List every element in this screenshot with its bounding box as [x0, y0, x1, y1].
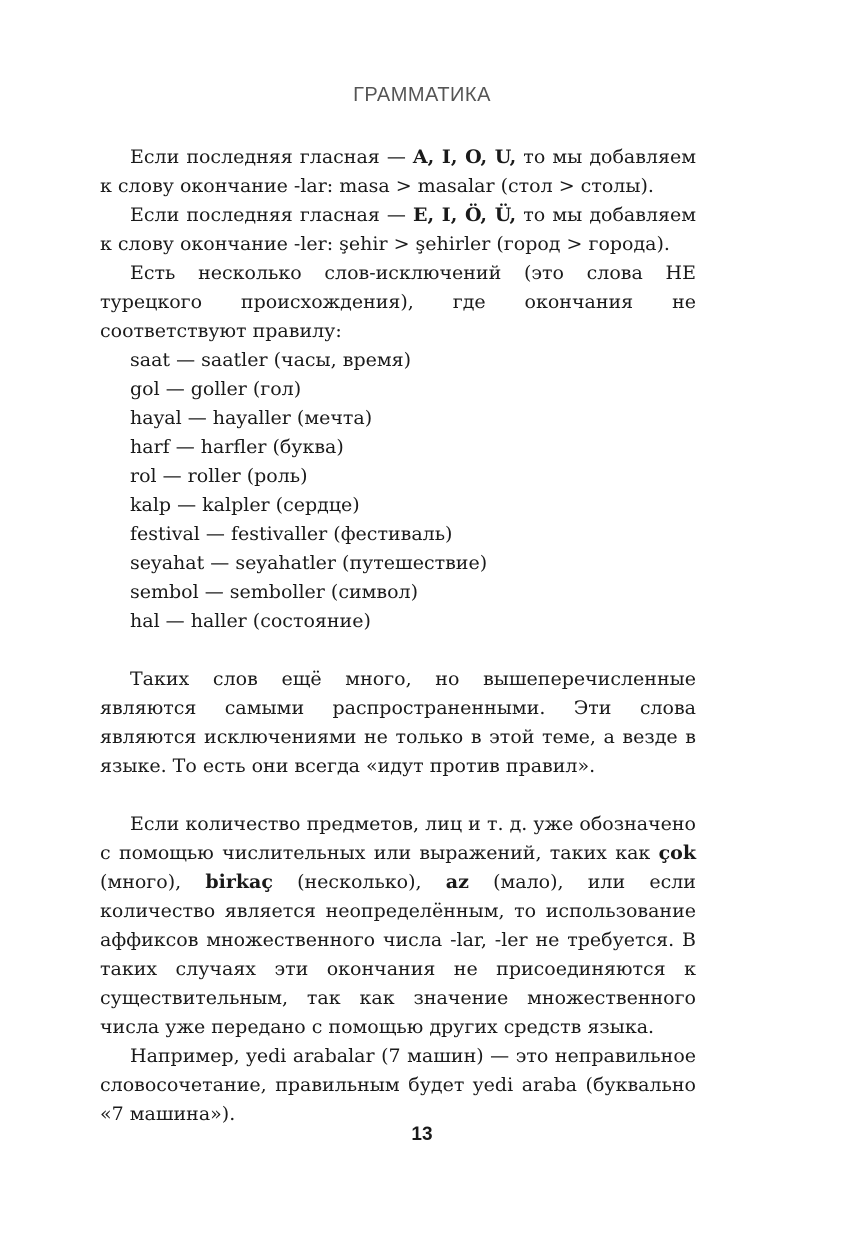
text-run: Если последняя гласная — — [130, 146, 413, 168]
page-number: 13 — [411, 1124, 433, 1145]
list-item: hayal — hayaller (мечта) — [130, 407, 373, 429]
list-item: kalp — kalpler (сердце) — [130, 494, 360, 516]
page-body — [100, 143, 696, 1129]
paragraph-exceptions-intro: Есть несколько слов-исключений (это слова НЕ турецкого происхождения), где окончания не соответствуют правилу: — [100, 262, 696, 342]
list-item: festival — festivaller (фестиваль) — [130, 523, 453, 545]
text-run: то мы добавляем к слову окончание -lar: masa > masalar (стол > столы). — [100, 146, 696, 197]
paragraph-back-vowels — [100, 143, 696, 201]
list-item: hal — haller (состояние) — [130, 610, 371, 632]
list-item: rol — roller (роль) — [130, 465, 308, 487]
list-item: gol — goller (гол) — [130, 378, 302, 400]
running-header: ГРАММАТИКА — [353, 84, 491, 106]
text-run: Если последняя гласная — — [130, 204, 414, 226]
list-item: saat — saatler (часы, время) — [130, 349, 412, 371]
list-item: seyahat — seyahatler (путешествие) — [130, 552, 488, 574]
text-run: (несколько), — [272, 871, 446, 893]
vowels-bold: A, I, O, U, — [412, 146, 517, 168]
paragraph-front-vowels — [100, 201, 696, 259]
paragraph-gap — [100, 636, 696, 665]
vowels-bold: E, I, Ö, Ü, — [413, 204, 517, 226]
exceptions-list — [100, 346, 696, 636]
paragraph-example: Например, yedi arabalar (7 машин) — это неправильное словосочетание, правильным будет yedi araba (буквально «7 машина»). — [100, 1045, 696, 1125]
text-run: (мало), или если количество является неопределённым, то использование аффиксов множественного числа -lar, -ler не требуется. В таких случаях эти окончания не присоединяются к существительным, так как значение множественного числа уже передано с помощью других средств языка. — [100, 871, 696, 1038]
word-birkac-bold: birkaç — [205, 871, 273, 893]
text-run: Если количество предметов, лиц и т. д. уже обозначено с помощью числительных или выражений, таких как — [100, 813, 696, 864]
paragraph-quantity-rule — [100, 810, 696, 1042]
text-run: то мы добавляем к слову окончание -ler: şehir > şehirler (город > города). — [100, 204, 697, 255]
list-item: harf — harfler (буква) — [130, 436, 344, 458]
paragraph-exceptions-note: Таких слов ещё много, но вышеперечисленные являются самыми распространенными. Эти слова являются исключениями не только в этой теме, а везде в языке. То есть они всегда «идут против правил». — [100, 668, 696, 777]
text-run: (много), — [100, 871, 206, 893]
list-item: sembol — semboller (символ) — [130, 581, 419, 603]
paragraph-gap — [100, 781, 696, 810]
word-az-bold: az — [445, 871, 469, 893]
word-cok-bold: çok — [658, 842, 696, 864]
